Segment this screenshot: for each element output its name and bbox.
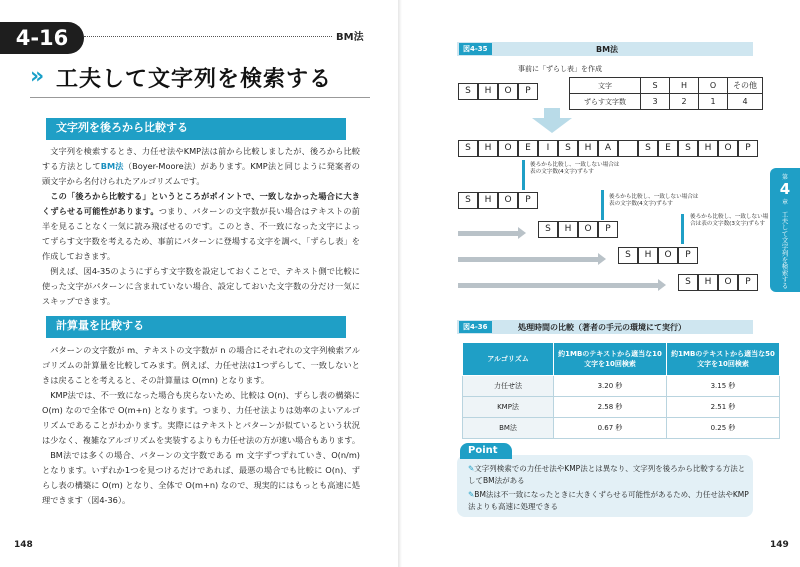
column-header: アルゴリズム (463, 343, 554, 376)
column-header: 約1MBのテキストから適当な50文字を10回検索 (667, 343, 780, 376)
pattern-cell: H (558, 221, 578, 238)
highlight-bm: BM法 (100, 161, 124, 171)
paragraph-6: BM法では多くの場合、パターンの文字数である m 文字ずつずれていき、O(n/m) となります。いずれか1つを見つけるだけであれば、最悪の場合でも比較に O(n)、ずらし表の構築に O(m) となり、全体で O(m+n) なので、現実的にはもっとも高速に処理できます（図4-36）。 (42, 450, 360, 505)
pattern-cell: O (578, 221, 598, 238)
paragraph-5: KMP法では、不一致になった場合も戻らないため、比較は O(n)、ずらし表の構築に O(m) なので全体で O(m+n) となります。つまり、力任せ法よりは効率のよいアルゴリズムであることがわかります。実際にはテキストとパターンが似ているという状況は少なく、複雑なアルゴリズムを実装するよりも力任せ法の方が速い場合もあります。 (42, 390, 361, 445)
compare-arrow-icon (681, 214, 684, 244)
performance-table (462, 342, 780, 439)
row-header: BM法 (463, 418, 554, 439)
point-item-1: ✎文字列検索での力任せ法やKMP法とは異なり、文字列を後ろから比較する方法としてBM法がある (468, 464, 746, 485)
text-cell: S (458, 140, 478, 157)
chapter-side-tab (770, 168, 800, 292)
pencil-icon: ✎ (468, 490, 475, 499)
pattern-cell: H (478, 192, 498, 209)
table-cell: 2.58 秒 (554, 397, 667, 418)
paragraph-1: 文字列を検索するとき、力任せ法やKMP法は前から比較しましたが、後ろから比較する方法としてBM法（Boyer-Moore法）があります。KMP法と同じように発案者の頭文字から名付けられたアルゴリズムです。 (42, 146, 360, 186)
text-cell: H (478, 140, 498, 157)
paragraph-4: パターンの文字数が m、テキストの文字数が n の場合にそれぞれの文字列検索アルゴリズムの計算量を比較してみます。例えば、力任せ法は1つずらして、一致しないときは戻ることを考えると、その計算量は O(mn) となります。 (42, 345, 360, 385)
running-head: BM法 (336, 32, 364, 43)
pattern-cell: P (518, 83, 538, 100)
pattern-cell: H (638, 247, 658, 264)
pattern-cell: O (658, 247, 678, 264)
pencil-icon: ✎ (468, 464, 475, 473)
table-cell: 2.51 秒 (667, 397, 780, 418)
shift-arrow-3 (458, 283, 658, 288)
point-badge: Point (460, 443, 512, 459)
compare-arrow-icon (601, 190, 604, 220)
performance-table-header (463, 343, 780, 376)
shift-table-value: 4 (728, 94, 763, 110)
chapter-label-suffix: 章 (781, 199, 788, 206)
subheading-underline (46, 336, 346, 338)
shift-table (569, 77, 763, 110)
table-row (463, 418, 780, 439)
subheading-compare-complexity: 計算量を比較する (46, 316, 346, 336)
shift-table-value-row (570, 94, 763, 110)
figure-title: 処理時間の比較（著者の手元の環境にて実行） (518, 323, 686, 332)
page-gutter (398, 0, 402, 567)
pattern-cell: S (678, 274, 698, 291)
text-cell: E (658, 140, 678, 157)
table-row (463, 397, 780, 418)
table-cell: 0.67 秒 (554, 418, 667, 439)
title-chevron-icon: » (30, 64, 45, 89)
title-divider (30, 97, 370, 98)
text-cell: A (598, 140, 618, 157)
paragraph-3: 例えば、図4-35のようにずらす文字数を設定しておくことで、テキスト側で比較に使った文字がパターンに含まれていない場合、設定しておいた文字数の分だけ一気にスキップできます。 (42, 266, 360, 306)
shift-table-header-row (570, 78, 763, 94)
compare-arrow-icon (522, 160, 525, 190)
chapter-number: 4 (779, 180, 791, 198)
point-item-2: ✎BM法は不一致になったときに大きくずらせる可能性があるため、力任せ法やKMP法よりも高速に処理できる (468, 490, 749, 511)
pattern-cell: H (698, 274, 718, 291)
paragraph-2: この「後ろから比較する」というところがポイントで、一致しなかった場合に大きくずらせる可能性があります。つまり、パターンの文字数が長い場合はテキストの前半を見ることなく一気に読み飛ばせるのです。このとき、不一致になった文字によってずらす文字数を考えるため、事前にパターンに登場する文字を調べ、「ずらし表」を作成しておきます。 (42, 191, 360, 261)
shift-table-char: H (670, 78, 699, 94)
text-cell: E (518, 140, 538, 157)
pattern-cell: P (518, 192, 538, 209)
down-arrow-icon (530, 108, 574, 134)
text-cell: S (678, 140, 698, 157)
pattern-cell: S (458, 192, 478, 209)
chapter-label: 第 (781, 174, 788, 181)
column-header: 約1MBのテキストから適当な10文字を10回検索 (554, 343, 667, 376)
text-cell: H (578, 140, 598, 157)
text-cell (618, 140, 638, 157)
subheading-underline (46, 138, 346, 140)
chapter-name: 工夫して文字列を検索する (780, 211, 789, 289)
shift-table-char: S (641, 78, 670, 94)
page-title: 工夫して文字列を検索する (56, 67, 333, 92)
text-cell: H (698, 140, 718, 157)
figure-tag: 図4-36 (459, 321, 492, 333)
text-cell: S (638, 140, 658, 157)
shift-arrow-1 (458, 231, 518, 236)
subheading-compare-backwards: 文字列を後ろから比較する (46, 118, 346, 138)
shift-table-label: 文字 (570, 78, 641, 94)
pattern-cell: P (678, 247, 698, 264)
section-number-badge: 4-16 (0, 22, 84, 54)
note-shift-2: 後ろから比較し、一致しない場合は表の文字数(4文字)ずらす (609, 194, 699, 207)
pattern-cell: O (718, 274, 738, 291)
pattern-cell: O (498, 83, 518, 100)
figure-tag: 図4-35 (459, 43, 492, 55)
figure-caption: 事前に「ずらし表」を作成 (518, 65, 602, 73)
pattern-cell: H (478, 83, 498, 100)
shift-table-value: 2 (670, 94, 699, 110)
text-cell: O (718, 140, 738, 157)
pattern-cell: S (458, 83, 478, 100)
note-shift-1: 後ろから比較し、一致しない場合は表の文字数(4文字)ずらす (530, 162, 620, 175)
row-header: 力任せ法 (463, 376, 554, 397)
pattern-cell: S (618, 247, 638, 264)
text-cell: I (538, 140, 558, 157)
body-section-1 (42, 144, 360, 309)
table-cell: 3.15 秒 (667, 376, 780, 397)
pattern-cell: O (498, 192, 518, 209)
shift-table-label: ずらす文字数 (570, 94, 641, 110)
note-shift-3: 後ろから比較し、一致しない場合は表の文字数(3文字)ずらす (690, 214, 769, 227)
shift-arrow-2 (458, 257, 598, 262)
shift-table-value: 1 (699, 94, 728, 110)
shift-table-char: その他 (728, 78, 763, 94)
figure-title: BM法 (596, 45, 619, 54)
pattern-cell: P (738, 274, 758, 291)
table-cell: 0.25 秒 (667, 418, 780, 439)
row-header: KMP法 (463, 397, 554, 418)
table-row (463, 376, 780, 397)
text-cell: P (738, 140, 758, 157)
pattern-cell: S (538, 221, 558, 238)
text-cell: S (558, 140, 578, 157)
header-dotted-rule (84, 36, 332, 37)
page-number-right: 149 (770, 540, 789, 550)
body-section-2 (42, 343, 360, 508)
pattern-cell: P (598, 221, 618, 238)
shift-table-value: 3 (641, 94, 670, 110)
shift-table-char: O (699, 78, 728, 94)
table-cell: 3.20 秒 (554, 376, 667, 397)
text-cell: O (498, 140, 518, 157)
page-number-left: 148 (14, 540, 33, 550)
